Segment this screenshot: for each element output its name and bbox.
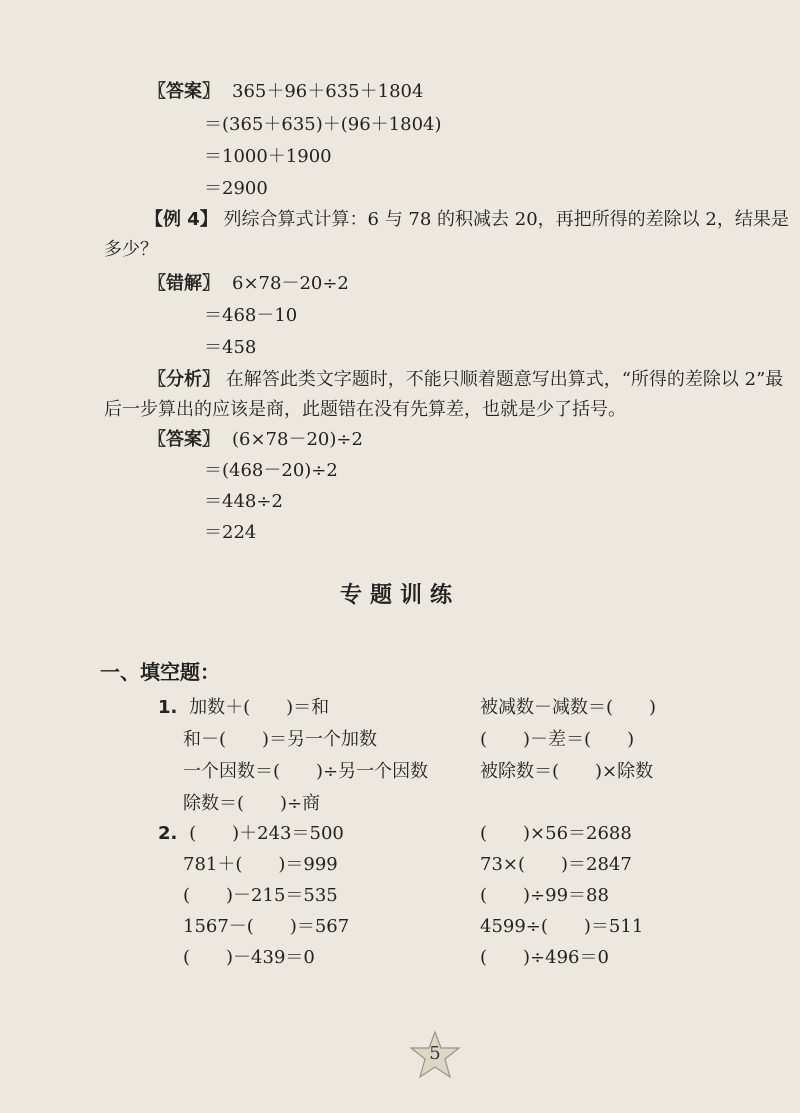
example-tag: 【例 4】 [145, 209, 218, 230]
question-number: 2. [158, 823, 178, 844]
wrong-solution-tag: 〖错解〗 [148, 273, 220, 294]
page-number: 5 [429, 1043, 441, 1064]
equation-line: 365＋96＋635＋1804 [232, 81, 424, 102]
analysis-text: 在解答此类文字题时，不能只顺着题意写出算式，“所得的差除以 2”最 [225, 369, 784, 390]
q2-line [158, 822, 344, 846]
fill-blank: 除数＝( )÷商 [183, 793, 321, 814]
equation-line: ＝468－10 [204, 305, 298, 326]
equation-line: ＝448÷2 [204, 491, 283, 512]
answer-tag: 〖答案〗 [148, 429, 220, 450]
equation-line: ＝1000＋1900 [204, 146, 332, 167]
section-title: 一、填空题： [100, 660, 220, 684]
question-text: 列综合算式计算：6 与 78 的积减去 20，再把所得的差除以 2，结果是 [223, 209, 789, 230]
q1-line [158, 696, 329, 720]
analysis-text-continued: 后一步算出的应该是商，此题错在没有先算差，也就是少了括号。 [104, 399, 626, 420]
fill-blank: ( )÷496＝0 [480, 947, 609, 968]
fill-blank: 4599÷( )＝511 [480, 916, 644, 937]
fill-blank: 一个因数＝( )÷另一个因数 [183, 761, 429, 782]
training-heading: 专题训练 [339, 583, 460, 608]
fill-blank: 被减数－减数＝( ) [480, 697, 657, 718]
equation-line: ＝(468－20)÷2 [204, 460, 338, 481]
equation-line: ＝2900 [204, 178, 268, 199]
example-4-question-line [145, 208, 789, 232]
fill-blank: 781＋( )＝999 [183, 854, 338, 875]
analysis-line [148, 368, 783, 392]
fill-blank: 1567－( )＝567 [183, 916, 350, 937]
page-number-badge [408, 1030, 462, 1080]
answer-tag: 〖答案〗 [148, 81, 220, 102]
fill-blank: ( )－215＝535 [183, 885, 338, 906]
fill-blank: ( )÷99＝88 [480, 885, 609, 906]
equation-line: ＝458 [204, 337, 257, 358]
equation-line: ＝224 [204, 522, 257, 543]
equation-line: (6×78－20)÷2 [232, 429, 363, 450]
analysis-tag: 〖分析〗 [148, 369, 220, 390]
fill-blank: ( )－差＝( ) [480, 729, 635, 750]
fill-blank: ( )＋243＝500 [189, 823, 344, 844]
question-number: 1. [158, 697, 178, 718]
fill-blank: 被除数＝( )×除数 [480, 761, 654, 782]
fill-blank: ( )×56＝2688 [480, 823, 632, 844]
fill-blank: 73×( )＝2847 [480, 854, 632, 875]
equation-line: ＝(365＋635)＋(96＋1804) [204, 114, 442, 135]
equation-line: 6×78－20÷2 [232, 273, 349, 294]
question-text-continued: 多少？ [104, 239, 158, 260]
fill-blank: ( )－439＝0 [183, 947, 315, 968]
fill-blank: 和－( )＝另一个加数 [183, 729, 378, 750]
fill-blank: 加数＋( )＝和 [189, 697, 330, 718]
